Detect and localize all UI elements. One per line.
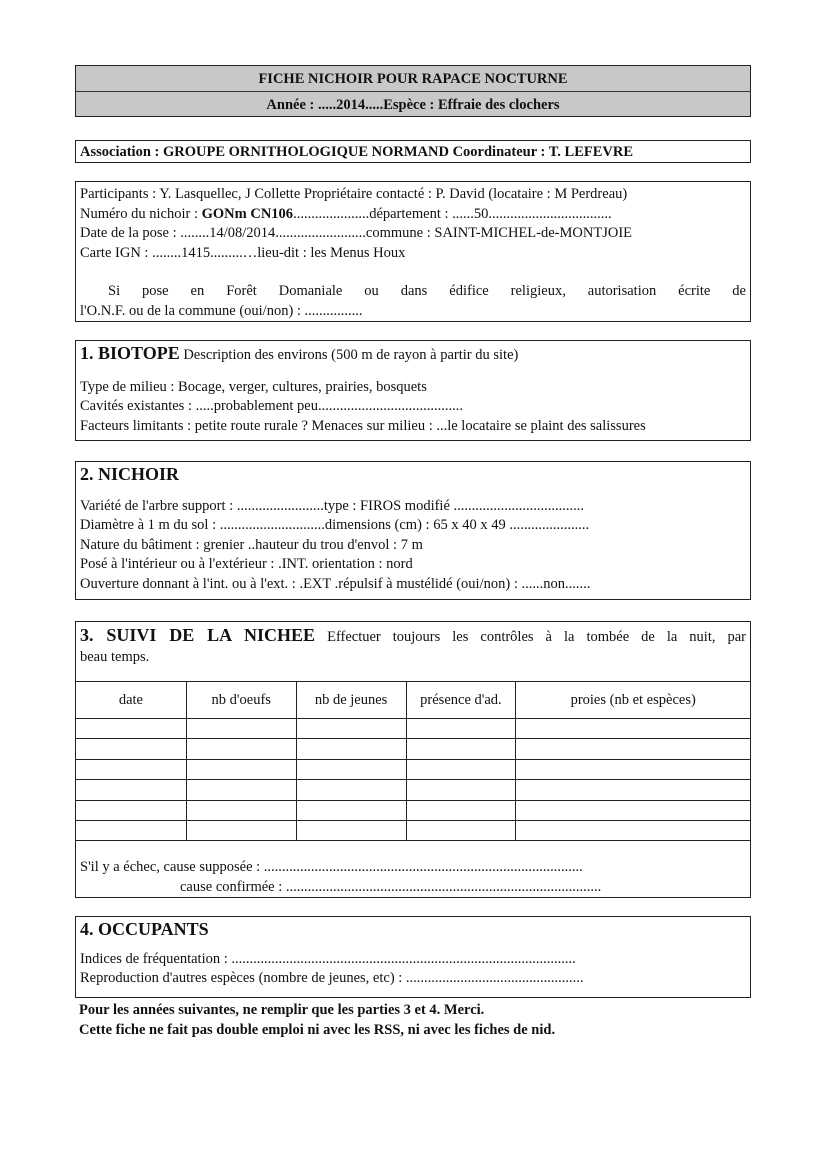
- carte-line: Carte IGN : ........1415.........…lieu-dit : les Menus Houx: [80, 244, 406, 261]
- pose-line: Posé à l'intérieur ou à l'extérieur : .INT. orientation : nord: [80, 556, 413, 572]
- table-cell[interactable]: [76, 739, 187, 759]
- table-cell[interactable]: [296, 780, 406, 800]
- table-row: [76, 759, 751, 779]
- occupants-section: [75, 916, 751, 998]
- form-subtitle: Année : .....2014.....Espèce : Effraie des clochers: [266, 97, 560, 113]
- col-header-date: date: [76, 682, 187, 719]
- table-row: [76, 820, 751, 840]
- table-cell[interactable]: [76, 719, 187, 739]
- ouverture-line: Ouverture donnant à l'int. ou à l'ext. : .EXT .répulsif à mustélidé (oui/non) : ......non.......: [80, 575, 591, 592]
- indices-line: Indices de fréquentation : ...............................................................................................: [80, 950, 576, 967]
- table-cell[interactable]: [516, 759, 751, 779]
- table-cell[interactable]: [76, 759, 187, 779]
- arbre-line: Variété de l'arbre support : ........................type : FIROS modifié ....................................: [80, 497, 585, 514]
- header-divider: [76, 91, 750, 92]
- numero-line: [80, 205, 746, 225]
- biotope-subtitle: Description des environs (500 m de rayon à partir du site): [179, 347, 519, 363]
- suivi-heading: [76, 622, 750, 667]
- occupants-title: 4. OCCUPANTS: [80, 919, 209, 939]
- spacer: [80, 940, 746, 950]
- reproduction-line: Reproduction d'autres espèces (nombre de jeunes, etc) : .................................................: [80, 970, 584, 986]
- table-cell[interactable]: [516, 719, 751, 739]
- suivi-section: [75, 621, 751, 898]
- suivi-heading-line-1: [80, 625, 746, 647]
- facteurs-line: Facteurs limitants : petite route rurale ? Menaces sur milieu : ...le locataire se plaint des salissures: [80, 417, 646, 434]
- table-cell[interactable]: [296, 739, 406, 759]
- footer-notes: [79, 1000, 555, 1040]
- col-header-oeufs: nb d'oeufs: [186, 682, 296, 719]
- table-cell[interactable]: [516, 820, 751, 840]
- table-cell[interactable]: [406, 780, 516, 800]
- table-cell[interactable]: [516, 739, 751, 759]
- table-cell[interactable]: [296, 800, 406, 820]
- diametre-line: Diamètre à 1 m du sol : .............................dimensions (cm) : 65 x 40 x 49 ......................: [80, 517, 590, 533]
- suivi-desc-2: beau temps.: [80, 649, 150, 665]
- table-cell[interactable]: [76, 820, 187, 840]
- echec-suppose-line: S'il y a échec, cause supposée : ........................................................................................: [80, 859, 583, 875]
- spacer: [80, 263, 746, 282]
- table-cell[interactable]: [186, 780, 296, 800]
- table-cell[interactable]: [186, 820, 296, 840]
- table-cell[interactable]: [76, 780, 187, 800]
- table-cell[interactable]: [296, 759, 406, 779]
- col-header-presence: présence d'ad.: [406, 682, 516, 719]
- batiment-line: Nature du bâtiment : grenier ..hauteur du trou d'envol : 7 m: [80, 536, 423, 553]
- cavites-line: Cavités existantes : .....probablement peu........................................: [80, 398, 463, 414]
- suivi-desc-1: Effectuer toujours les contrôles à la tombée de la nuit, par: [315, 629, 746, 645]
- table-cell[interactable]: [296, 820, 406, 840]
- table-cell[interactable]: [186, 719, 296, 739]
- table-cell[interactable]: [406, 739, 516, 759]
- table-cell[interactable]: [406, 820, 516, 840]
- form-header: [75, 65, 751, 117]
- suivi-table: [75, 681, 751, 841]
- echec-confirme-line: cause confirmée : .......................................................................................: [180, 878, 602, 895]
- general-info-box: [75, 181, 751, 322]
- biotope-title: 1. BIOTOPE: [80, 343, 180, 363]
- foret-line-2: l'O.N.F. ou de la commune (oui/non) : ................: [80, 302, 363, 319]
- echec-block: [80, 858, 601, 897]
- participants-line: Participants : Y. Lasquellec, J Collette Propriétaire contacté : P. David (locataire : M Perdreau): [80, 186, 628, 202]
- table-cell[interactable]: [296, 719, 406, 739]
- association-box: [75, 140, 751, 163]
- table-header-row: [76, 682, 751, 719]
- numero-rest: .....................département : ......50..................................: [293, 205, 612, 222]
- nichoir-section: [75, 461, 751, 600]
- table-cell[interactable]: [516, 780, 751, 800]
- table-row: [76, 780, 751, 800]
- table-cell[interactable]: [406, 759, 516, 779]
- footer-line-1: Pour les années suivantes, ne remplir que les parties 3 et 4. Merci.: [79, 1002, 485, 1018]
- footer-line-2: Cette fiche ne fait pas double emploi ni avec les RSS, ni avec les fiches de nid.: [79, 1022, 556, 1038]
- table-row: [76, 719, 751, 739]
- association-text: Association : GROUPE ORNITHOLOGIQUE NORMAND Coordinateur : T. LEFEVRE: [80, 144, 634, 160]
- biotope-section: [75, 340, 751, 441]
- milieu-line: Type de milieu : Bocage, verger, cultures, prairies, bosquets: [80, 378, 427, 395]
- table-cell[interactable]: [76, 800, 187, 820]
- form-title: FICHE NICHOIR POUR RAPACE NOCTURNE: [258, 71, 568, 87]
- biotope-heading: [80, 344, 746, 366]
- spacer: [80, 366, 746, 378]
- numero-label: Numéro du nichoir :: [80, 205, 202, 222]
- col-header-proies: proies (nb et espèces): [516, 682, 751, 719]
- nichoir-title: 2. NICHOIR: [80, 464, 180, 484]
- spacer: [80, 485, 746, 497]
- table-row: [76, 800, 751, 820]
- col-header-jeunes: nb de jeunes: [296, 682, 406, 719]
- table-cell[interactable]: [186, 759, 296, 779]
- table-row: [76, 739, 751, 759]
- table-cell[interactable]: [186, 800, 296, 820]
- table-cell[interactable]: [406, 800, 516, 820]
- numero-value: GONm CN106: [201, 205, 294, 222]
- table-cell[interactable]: [516, 800, 751, 820]
- table-cell[interactable]: [406, 719, 516, 739]
- date-pose-line: Date de la pose : ........14/08/2014.........................commune : SAINT-MICHEL-de-MONTJOIE: [80, 225, 632, 241]
- table-cell[interactable]: [186, 739, 296, 759]
- suivi-title: 3. SUIVI DE LA NICHEE: [80, 625, 316, 645]
- foret-line-1: Si pose en Forêt Domaniale ou dans édifice religieux, autorisation écrite de: [108, 283, 746, 299]
